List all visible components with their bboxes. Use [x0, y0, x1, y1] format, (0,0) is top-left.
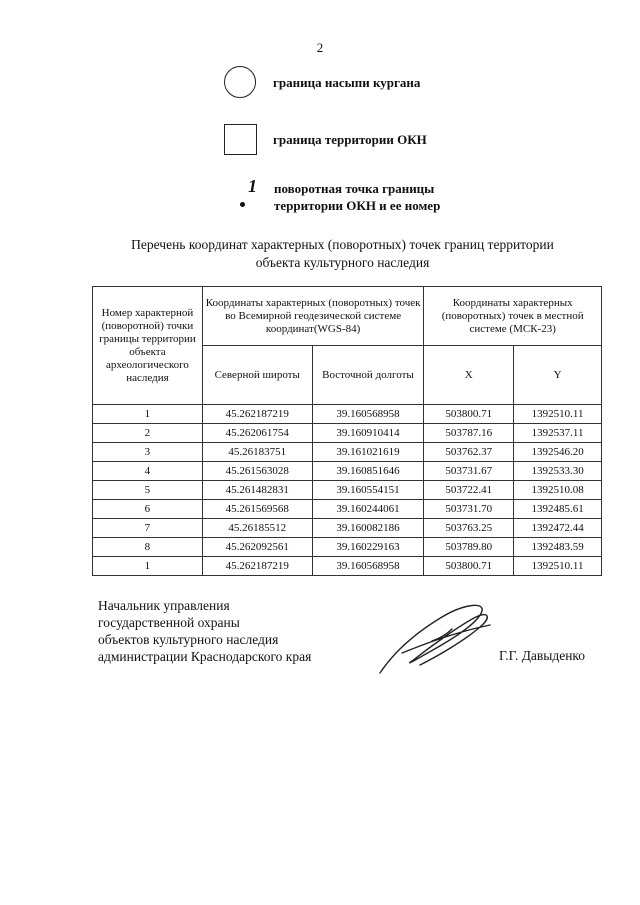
- header-msk23: Координаты характерных (поворотных) точек в местной системе (МСК-23): [424, 287, 602, 346]
- cell-point-number: 4: [93, 462, 203, 481]
- legend-point-label: [274, 180, 440, 214]
- header-point-number: Номер характерной (поворотной) точки границы территории объекта археологического наследия: [93, 287, 203, 405]
- legend-point-line1: поворотная точка границы: [274, 181, 435, 196]
- header-north-latitude: Северной широты: [202, 346, 312, 405]
- cell-longitude: 39.160568958: [312, 405, 424, 424]
- signatory-line2: государственной охраны: [98, 615, 240, 630]
- cell-longitude: 39.160082186: [312, 519, 424, 538]
- cell-latitude: 45.262187219: [202, 405, 312, 424]
- header-x: X: [424, 346, 514, 405]
- cell-latitude: 45.262061754: [202, 424, 312, 443]
- cell-longitude: 39.160910414: [312, 424, 424, 443]
- signer-name: Г.Г. Давыденко: [499, 648, 586, 663]
- cell-latitude: 45.262092561: [202, 538, 312, 557]
- cell-latitude: 45.261482831: [202, 481, 312, 500]
- cell-point-number: 1: [93, 557, 203, 576]
- cell-longitude: 39.161021619: [312, 443, 424, 462]
- cell-y: 1392510.11: [514, 557, 602, 576]
- table-row: [93, 424, 602, 443]
- cell-x: 503787.16: [424, 424, 514, 443]
- turning-point-number: 1: [248, 176, 257, 196]
- legend-item-territory: [224, 124, 427, 155]
- cell-y: 1392537.11: [514, 424, 602, 443]
- cell-point-number: 7: [93, 519, 203, 538]
- cell-y: 1392510.08: [514, 481, 602, 500]
- coordinates-table: [92, 286, 602, 576]
- cell-point-number: 1: [93, 405, 203, 424]
- cell-point-number: 3: [93, 443, 203, 462]
- cell-latitude: 45.261569568: [202, 500, 312, 519]
- legend-item-mound: [224, 66, 420, 98]
- cell-x: 503722.41: [424, 481, 514, 500]
- cell-longitude: 39.160554151: [312, 481, 424, 500]
- cell-latitude: 45.261563028: [202, 462, 312, 481]
- legend-item-turning-point: [238, 176, 441, 214]
- cell-x: 503800.71: [424, 557, 514, 576]
- cell-y: 1392472.44: [514, 519, 602, 538]
- cell-point-number: 5: [93, 481, 203, 500]
- cell-y: 1392546.20: [514, 443, 602, 462]
- table-row: [93, 443, 602, 462]
- dot-icon: [240, 202, 245, 207]
- header-east-longitude: Восточной долготы: [312, 346, 424, 405]
- cell-x: 503731.70: [424, 500, 514, 519]
- cell-y: 1392533.30: [514, 462, 602, 481]
- legend-point-line2: территории ОКН и ее номер: [274, 198, 441, 213]
- signatory-position: [98, 597, 311, 665]
- cell-longitude: 39.160568958: [312, 557, 424, 576]
- legend-territory-label: граница территории ОКН: [273, 132, 427, 147]
- cell-x: 503731.67: [424, 462, 514, 481]
- table-row: [93, 538, 602, 557]
- cell-y: 1392485.61: [514, 500, 602, 519]
- page-number: 2: [316, 40, 324, 55]
- table-row: [93, 462, 602, 481]
- cell-y: 1392510.11: [514, 405, 602, 424]
- cell-x: 503763.25: [424, 519, 514, 538]
- table-row: [93, 557, 602, 576]
- cell-longitude: 39.160244061: [312, 500, 424, 519]
- cell-latitude: 45.26185512: [202, 519, 312, 538]
- cell-point-number: 6: [93, 500, 203, 519]
- cell-latitude: 45.26183751: [202, 443, 312, 462]
- cell-point-number: 2: [93, 424, 203, 443]
- cell-y: 1392483.59: [514, 538, 602, 557]
- cell-latitude: 45.262187219: [202, 557, 312, 576]
- list-title: [60, 236, 625, 272]
- square-icon: [224, 124, 257, 155]
- handwritten-signature: [372, 595, 502, 680]
- legend-mound-label: граница насыпи кургана: [273, 74, 421, 90]
- list-title-line1: Перечень координат характерных (поворотных) точек границ территории: [131, 237, 554, 252]
- header-wgs84: Координаты характерных (поворотных) точек во Всемирной геодезической системе координат(WGS-84): [202, 287, 424, 346]
- cell-x: 503800.71: [424, 405, 514, 424]
- cell-x: 503762.37: [424, 443, 514, 462]
- cell-x: 503789.80: [424, 538, 514, 557]
- table-row: [93, 500, 602, 519]
- cell-longitude: 39.160229163: [312, 538, 424, 557]
- cell-longitude: 39.160851646: [312, 462, 424, 481]
- turning-point-icon: [238, 176, 264, 214]
- table-row: [93, 481, 602, 500]
- circle-icon: [224, 66, 256, 98]
- signatory-line1: Начальник управления: [98, 598, 230, 613]
- header-y: Y: [514, 346, 602, 405]
- signatory-line3: объектов культурного наследия: [98, 632, 279, 647]
- signatory-line4: администрации Краснодарского края: [98, 649, 312, 664]
- table-row: [93, 405, 602, 424]
- cell-point-number: 8: [93, 538, 203, 557]
- table-row: [93, 519, 602, 538]
- list-title-line2: объекта культурного наследия: [255, 255, 430, 270]
